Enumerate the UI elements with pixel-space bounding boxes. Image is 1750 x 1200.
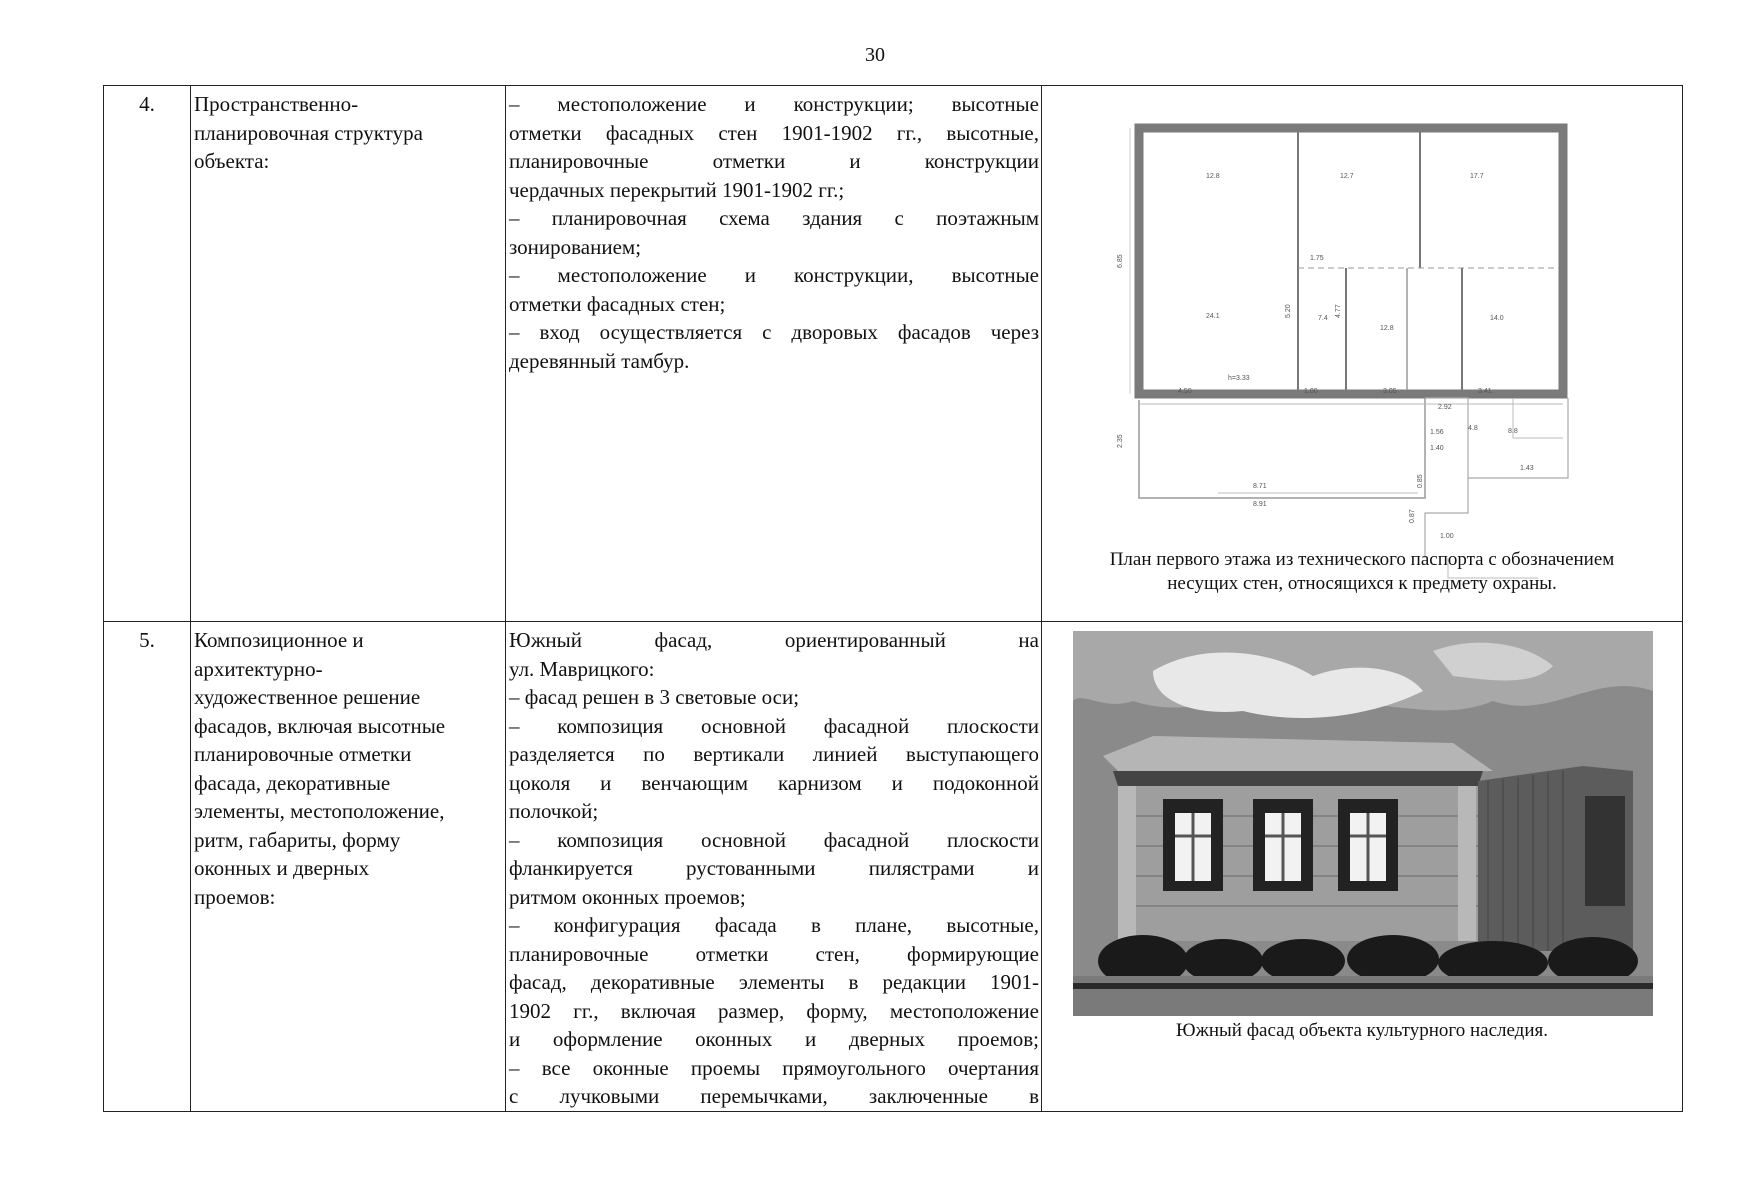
name-line: фасада, декоративные	[194, 770, 391, 795]
svg-text:8.8: 8.8	[1508, 428, 1518, 435]
svg-text:1.00: 1.00	[1304, 388, 1318, 395]
name-line: проемов:	[194, 884, 276, 909]
desc-line: разделяется по вертикали линией выступающего	[509, 742, 1039, 766]
caption-line: План первого этажа из технического паспорта с обозначением	[1109, 549, 1615, 570]
table-row	[104, 622, 1683, 1112]
svg-text:8.91: 8.91	[1253, 501, 1267, 508]
desc-line: цоколя и венчающим карнизом и подоконной	[509, 770, 1039, 795]
row-number: 5.	[104, 622, 191, 1112]
svg-text:3.41: 3.41	[1478, 388, 1492, 395]
desc-line: – все оконные проемы прямоугольного очертания	[509, 1055, 1039, 1080]
svg-text:12.8: 12.8	[1380, 325, 1394, 332]
desc-line: – планировочная схема здания с поэтажным	[509, 206, 1039, 230]
desc-line: – композиция основной фасадной плоскости	[509, 827, 1039, 852]
svg-text:2.35: 2.35	[1117, 434, 1124, 448]
svg-text:1.75: 1.75	[1310, 255, 1324, 262]
desc-line: деревянный тамбур.	[509, 348, 690, 373]
svg-text:8.71: 8.71	[1253, 483, 1267, 490]
svg-text:4.8: 4.8	[1468, 425, 1478, 432]
name-line: планировочная структура	[194, 120, 423, 145]
caption-line: несущих стен, относящихся к предмету охраны.	[1167, 573, 1557, 594]
desc-line: – фасад решен в 3 световые оси;	[509, 685, 800, 709]
desc-line: фасад, декоративные элементы в редакции 1901-	[509, 970, 1039, 994]
table-row	[104, 86, 1683, 622]
row-name	[191, 86, 506, 622]
page-number: 30	[865, 44, 885, 66]
name-line: элементы, местоположение,	[194, 799, 445, 823]
desc-line: фланкируется рустованными пилястрами и	[509, 856, 1039, 880]
desc-line: ритмом оконных проемов;	[509, 884, 746, 909]
name-line: архитектурно-	[194, 656, 323, 681]
svg-text:6.85: 6.85	[1117, 254, 1124, 268]
name-line: ритм, габариты, форму	[194, 827, 401, 852]
svg-text:3.05: 3.05	[1383, 388, 1397, 395]
desc-line: зонированием;	[509, 234, 642, 259]
desc-line: – местоположение и конструкции; высотные	[509, 92, 1039, 116]
caption-line: Южный фасад объекта культурного наследия.	[1175, 1020, 1548, 1041]
name-line: оконных и дверных	[194, 856, 370, 880]
row-description	[506, 86, 1042, 622]
svg-text:4.77: 4.77	[1335, 304, 1342, 318]
svg-text:24.1: 24.1	[1206, 313, 1220, 320]
desc-line: с лучковыми перемычками, заключенные в	[509, 1084, 1039, 1108]
desc-line: чердачных перекрытий 1901-1902 гг.;	[509, 177, 845, 202]
row-number: 4.	[104, 86, 191, 622]
figure-cell	[1042, 86, 1683, 622]
figure-caption	[1042, 1019, 1682, 1043]
svg-text:0.85: 0.85	[1417, 474, 1424, 488]
row-name	[191, 622, 506, 1112]
name-line: Пространственно-	[194, 92, 359, 116]
desc-line: отметки фасадных стен;	[509, 291, 726, 316]
name-line: планировочные отметки	[194, 742, 412, 766]
svg-text:7.4: 7.4	[1318, 315, 1328, 322]
name-line: фасадов, включая высотные	[194, 713, 446, 738]
desc-line: – вход осуществляется с дворовых фасадов через	[509, 320, 1039, 344]
svg-text:4.50: 4.50	[1178, 388, 1192, 395]
desc-line: – композиция основной фасадной плоскости	[509, 713, 1039, 738]
figure-cell	[1042, 622, 1683, 1112]
desc-line: и оформление оконных и дверных проемов;	[509, 1027, 1039, 1051]
desc-line: – местоположение и конструкции, высотные	[509, 263, 1039, 287]
row-description	[506, 622, 1042, 1112]
desc-line: планировочные отметки и конструкции	[509, 149, 1039, 173]
svg-text:14.0: 14.0	[1490, 315, 1504, 322]
name-line: Композиционное и	[194, 628, 364, 652]
svg-text:2.92: 2.92	[1438, 404, 1452, 411]
desc-line: отметки фасадных стен 1901-1902 гг., высотные,	[509, 120, 1039, 145]
desc-line: 1902 гг., включая размер, форму, местоположение	[509, 998, 1039, 1023]
svg-text:1.56: 1.56	[1430, 429, 1444, 436]
name-line: художественное решение	[194, 685, 421, 709]
svg-text:17.7: 17.7	[1470, 173, 1484, 180]
svg-text:12.8: 12.8	[1206, 173, 1220, 180]
facade-photo	[1073, 631, 1653, 1016]
svg-text:5.20: 5.20	[1285, 304, 1292, 318]
svg-text:h=3.33: h=3.33	[1228, 375, 1250, 382]
desc-line: полочкой;	[509, 799, 599, 823]
desc-line: Южный фасад, ориентированный на	[509, 628, 1039, 652]
protection-table	[103, 85, 1683, 1112]
figure-caption	[1042, 548, 1682, 596]
desc-line: ул. Маврицкого:	[509, 656, 655, 681]
desc-line: – конфигурация фасада в плане, высотные,	[509, 913, 1039, 937]
svg-text:1.40: 1.40	[1430, 445, 1444, 452]
svg-text:12.7: 12.7	[1340, 173, 1354, 180]
desc-line: планировочные отметки стен, формирующие	[509, 941, 1039, 966]
floor-plan-image	[1118, 118, 1608, 568]
svg-text:1.43: 1.43	[1520, 465, 1534, 472]
svg-text:1.00: 1.00	[1440, 533, 1454, 540]
svg-text:0.87: 0.87	[1409, 509, 1416, 523]
name-line: объекта:	[194, 149, 270, 173]
